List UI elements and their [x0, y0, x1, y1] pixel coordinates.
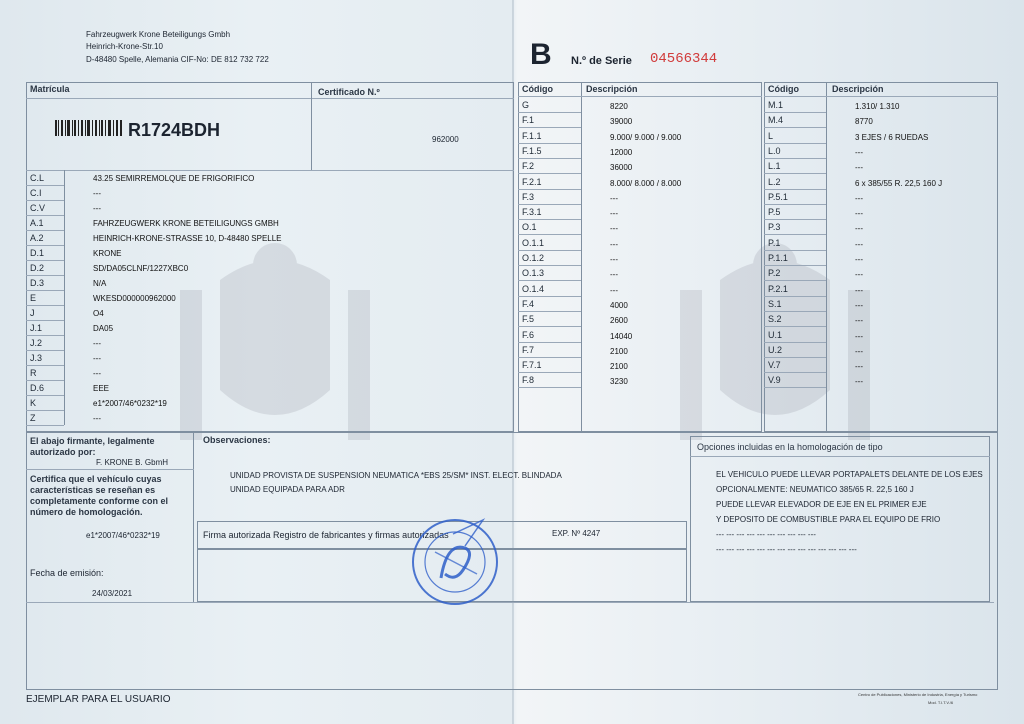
mid-row-value: 9.000/ 9.000 / 9.000 — [610, 133, 682, 142]
right-row-value: --- — [855, 286, 863, 295]
mid-row-code: F.3.1 — [522, 207, 542, 217]
mid-row-value: 39000 — [610, 117, 633, 126]
right-row-code: L.2 — [768, 177, 781, 187]
right-row-code: P.2 — [768, 268, 781, 278]
issue-date: 24/03/2021 — [92, 589, 133, 598]
footer-publisher: Centro de Publicaciones, Ministerio de Industria, Energía y Turismo — [858, 692, 978, 697]
signer-name: F. KRONE B. GbmH — [96, 458, 169, 467]
mid-row-code: F.6 — [522, 330, 535, 340]
left-row-code: C.I — [30, 188, 42, 198]
left-row-value: O4 — [93, 309, 104, 318]
left-row-value: 43.25 SEMIRREMOLQUE DE FRIGORIFICO — [93, 174, 255, 183]
matricula-label: Matrícula — [30, 84, 70, 94]
right-row-code: M.1 — [768, 100, 784, 110]
left-row-code: J — [30, 308, 35, 318]
left-row-code: A.2 — [30, 233, 44, 243]
issuer-name: Fahrzeugwerk Krone Beteiligungs Gmbh — [86, 30, 231, 39]
mid-row-code: F.7.1 — [522, 360, 542, 370]
observaciones-line-2: UNIDAD EQUIPADA PARA ADR — [230, 485, 345, 494]
opciones-label: Opciones incluidas en la homologación de tipo — [697, 442, 883, 452]
observaciones-label: Observaciones: — [203, 435, 271, 445]
left-row-code: D.2 — [30, 263, 45, 273]
mid-row-value: --- — [610, 255, 618, 264]
left-row-value: SD/DA05CLNF/1227XBC0 — [93, 264, 189, 273]
right-row-code: V.7 — [768, 360, 781, 370]
right-row-value: --- — [855, 377, 863, 386]
left-row-code: C.L — [30, 173, 45, 183]
mid-row-code: F.4 — [522, 299, 535, 309]
mid-row-value: --- — [610, 194, 618, 203]
left-row-value: WKESD000000962000 — [93, 294, 176, 303]
mid-row-code: F.5 — [522, 314, 535, 324]
left-row-value: --- — [93, 204, 101, 213]
right-row-value: --- — [855, 362, 863, 371]
right-row-value: --- — [855, 270, 863, 279]
mid-row-code: F.3 — [522, 192, 535, 202]
left-row-value: N/A — [93, 279, 107, 288]
mid-row-code: O.1 — [522, 222, 537, 232]
mid-row-code: F.2 — [522, 161, 535, 171]
mid-row-value: 4000 — [610, 301, 628, 310]
plate-number: R1724BDH — [128, 120, 221, 140]
certificate-number: 962000 — [432, 135, 459, 144]
mid-row-value: 2100 — [610, 347, 628, 356]
left-row-code: R — [30, 368, 37, 378]
right-row-code: U.2 — [768, 345, 783, 355]
right-row-value: --- — [855, 347, 863, 356]
right-row-value: --- — [855, 240, 863, 249]
right-row-value: --- — [855, 209, 863, 218]
series-label: N.º de Serie — [571, 55, 632, 67]
right-row-value: 1.310/ 1.310 — [855, 102, 900, 111]
right-row-value: --- — [855, 148, 863, 157]
right-row-code: P.1 — [768, 238, 781, 248]
issuer-street: Heinrich-Krone-Str.10 — [86, 42, 163, 51]
mid-desc-header: Descripción — [586, 84, 638, 94]
mid-row-value: 8220 — [610, 102, 628, 111]
mid-row-code: O.1.3 — [522, 268, 545, 278]
left-row-code: J.2 — [30, 338, 43, 348]
mid-code-header: Código — [522, 84, 553, 94]
homologation-number: e1*2007/46*0232*19 — [86, 531, 160, 540]
right-row-code: P.1.1 — [768, 253, 788, 263]
right-row-code: S.1 — [768, 299, 782, 309]
mid-row-value: --- — [610, 270, 618, 279]
mid-row-code: G — [522, 100, 530, 110]
right-row-value: --- — [855, 316, 863, 325]
left-row-value: KRONE — [93, 249, 122, 258]
signer-label: El abajo firmante, legalmente autorizado por: — [30, 436, 155, 457]
mid-row-value: 12000 — [610, 148, 633, 157]
footer-model: Mod. T.I.T.V./6 — [928, 700, 954, 705]
mid-row-value: --- — [610, 286, 618, 295]
left-row-code: K — [30, 398, 37, 408]
mid-row-value: 2100 — [610, 362, 628, 371]
left-row-value: DA05 — [93, 324, 114, 333]
left-row-value: --- — [93, 189, 101, 198]
right-desc-header: Descripción — [832, 84, 884, 94]
mid-row-value: 36000 — [610, 163, 633, 172]
mid-row-code: F.2.1 — [522, 177, 542, 187]
left-row-code: C.V — [30, 203, 46, 213]
left-row-code: J.3 — [30, 353, 43, 363]
right-row-code: L.0 — [768, 146, 781, 156]
left-row-code: J.1 — [30, 323, 43, 333]
right-row-value: --- — [855, 194, 863, 203]
right-row-value: 6 x 385/55 R. 22,5 160 J — [855, 179, 943, 188]
right-row-value: 3 EJES / 6 RUEDAS — [855, 133, 929, 142]
official-stamp-icon — [405, 512, 505, 608]
issue-date-label: Fecha de emisión: — [30, 568, 104, 578]
right-code-header: Código — [768, 84, 799, 94]
opciones-line-6: --- --- --- --- --- --- --- --- --- --- --- --- --- --- — [716, 545, 857, 554]
opciones-line-5: --- --- --- --- --- --- --- --- --- --- — [716, 530, 816, 539]
right-row-code: M.4 — [768, 115, 784, 125]
left-row-value: --- — [93, 414, 101, 423]
right-row-value: --- — [855, 301, 863, 310]
left-row-code: E — [30, 293, 37, 303]
right-row-code: L — [768, 131, 774, 141]
observaciones-line-1: UNIDAD PROVISTA DE SUSPENSION NEUMATICA *EBS 25/SM* INST. ELECT. BLINDADA — [230, 471, 562, 480]
left-row-value: EEE — [93, 384, 110, 393]
opciones-line-1: EL VEHICULO PUEDE LLEVAR PORTAPALETS DELANTE DE LOS EJES — [716, 470, 983, 479]
barcode-icon — [55, 120, 123, 136]
right-row-code: P.5 — [768, 207, 781, 217]
right-row-code: L.1 — [768, 161, 781, 171]
mid-row-code: F.8 — [522, 375, 535, 385]
mid-row-value: 14040 — [610, 332, 633, 341]
opciones-line-3: PUEDE LLEVAR ELEVADOR DE EJE EN EL PRIMER EJE — [716, 500, 927, 509]
mid-row-value: 2600 — [610, 316, 628, 325]
right-row-code: V.9 — [768, 375, 781, 385]
firma-label: Firma autorizada Registro de fabricantes y firmas autorizadas — [203, 530, 449, 540]
certificado-label: Certificado N.º — [318, 87, 380, 97]
mid-row-code: O.1.2 — [522, 253, 545, 263]
left-row-value: FAHRZEUGWERK KRONE BETEILIGUNGS GMBH — [93, 219, 279, 228]
exp-number: EXP. Nº 4247 — [552, 529, 601, 538]
right-row-code: S.2 — [768, 314, 782, 324]
mid-row-code: F.1.5 — [522, 146, 542, 156]
mid-row-value: 8.000/ 8.000 / 8.000 — [610, 179, 682, 188]
series-number: 04566344 — [650, 51, 718, 67]
left-row-code: D.6 — [30, 383, 45, 393]
certification-text: Certifica que el vehículo cuyas características se reseñan es completamente conforme con el número de homologación. — [30, 474, 169, 517]
right-row-code: P.2.1 — [768, 284, 788, 294]
mid-row-code: O.1.4 — [522, 284, 545, 294]
opciones-line-2: OPCIONALMENTE: NEUMATICO 385/65 R. 22,5 160 J — [716, 485, 914, 494]
left-row-code: Z — [30, 413, 36, 423]
right-row-code: P.5.1 — [768, 192, 788, 202]
mid-row-code: F.1.1 — [522, 131, 542, 141]
mid-row-code: F.7 — [522, 345, 535, 355]
right-row-value: --- — [855, 224, 863, 233]
left-row-value: HEINRICH-KRONE-STRASSE 10, D-48480 SPELLE — [93, 234, 282, 243]
right-row-code: U.1 — [768, 330, 783, 340]
mid-row-value: --- — [610, 224, 618, 233]
opciones-line-4: Y DEPOSITO DE COMBUSTIBLE PARA EL EQUIPO DE FRIO — [716, 515, 941, 524]
mid-row-value: --- — [610, 209, 618, 218]
right-row-value: 8770 — [855, 117, 873, 126]
mid-row-code: O.1.1 — [522, 238, 545, 248]
mid-row-value: 3230 — [610, 377, 628, 386]
right-row-code: P.3 — [768, 222, 781, 232]
left-row-code: A.1 — [30, 218, 44, 228]
right-row-value: --- — [855, 163, 863, 172]
left-row-value: e1*2007/46*0232*19 — [93, 399, 167, 408]
issuer-city: D-48480 Spelle, Alemania CIF-No: DE 812 732 722 — [86, 55, 269, 64]
mid-row-value: --- — [610, 240, 618, 249]
footer-copy-label: EJEMPLAR PARA EL USUARIO — [26, 694, 171, 705]
right-row-value: --- — [855, 332, 863, 341]
series-letter: B — [530, 38, 552, 71]
left-row-code: D.1 — [30, 248, 45, 258]
left-row-value: --- — [93, 339, 101, 348]
right-row-value: --- — [855, 255, 863, 264]
left-row-code: D.3 — [30, 278, 45, 288]
mid-row-code: F.1 — [522, 115, 535, 125]
left-row-value: --- — [93, 369, 101, 378]
left-row-value: --- — [93, 354, 101, 363]
